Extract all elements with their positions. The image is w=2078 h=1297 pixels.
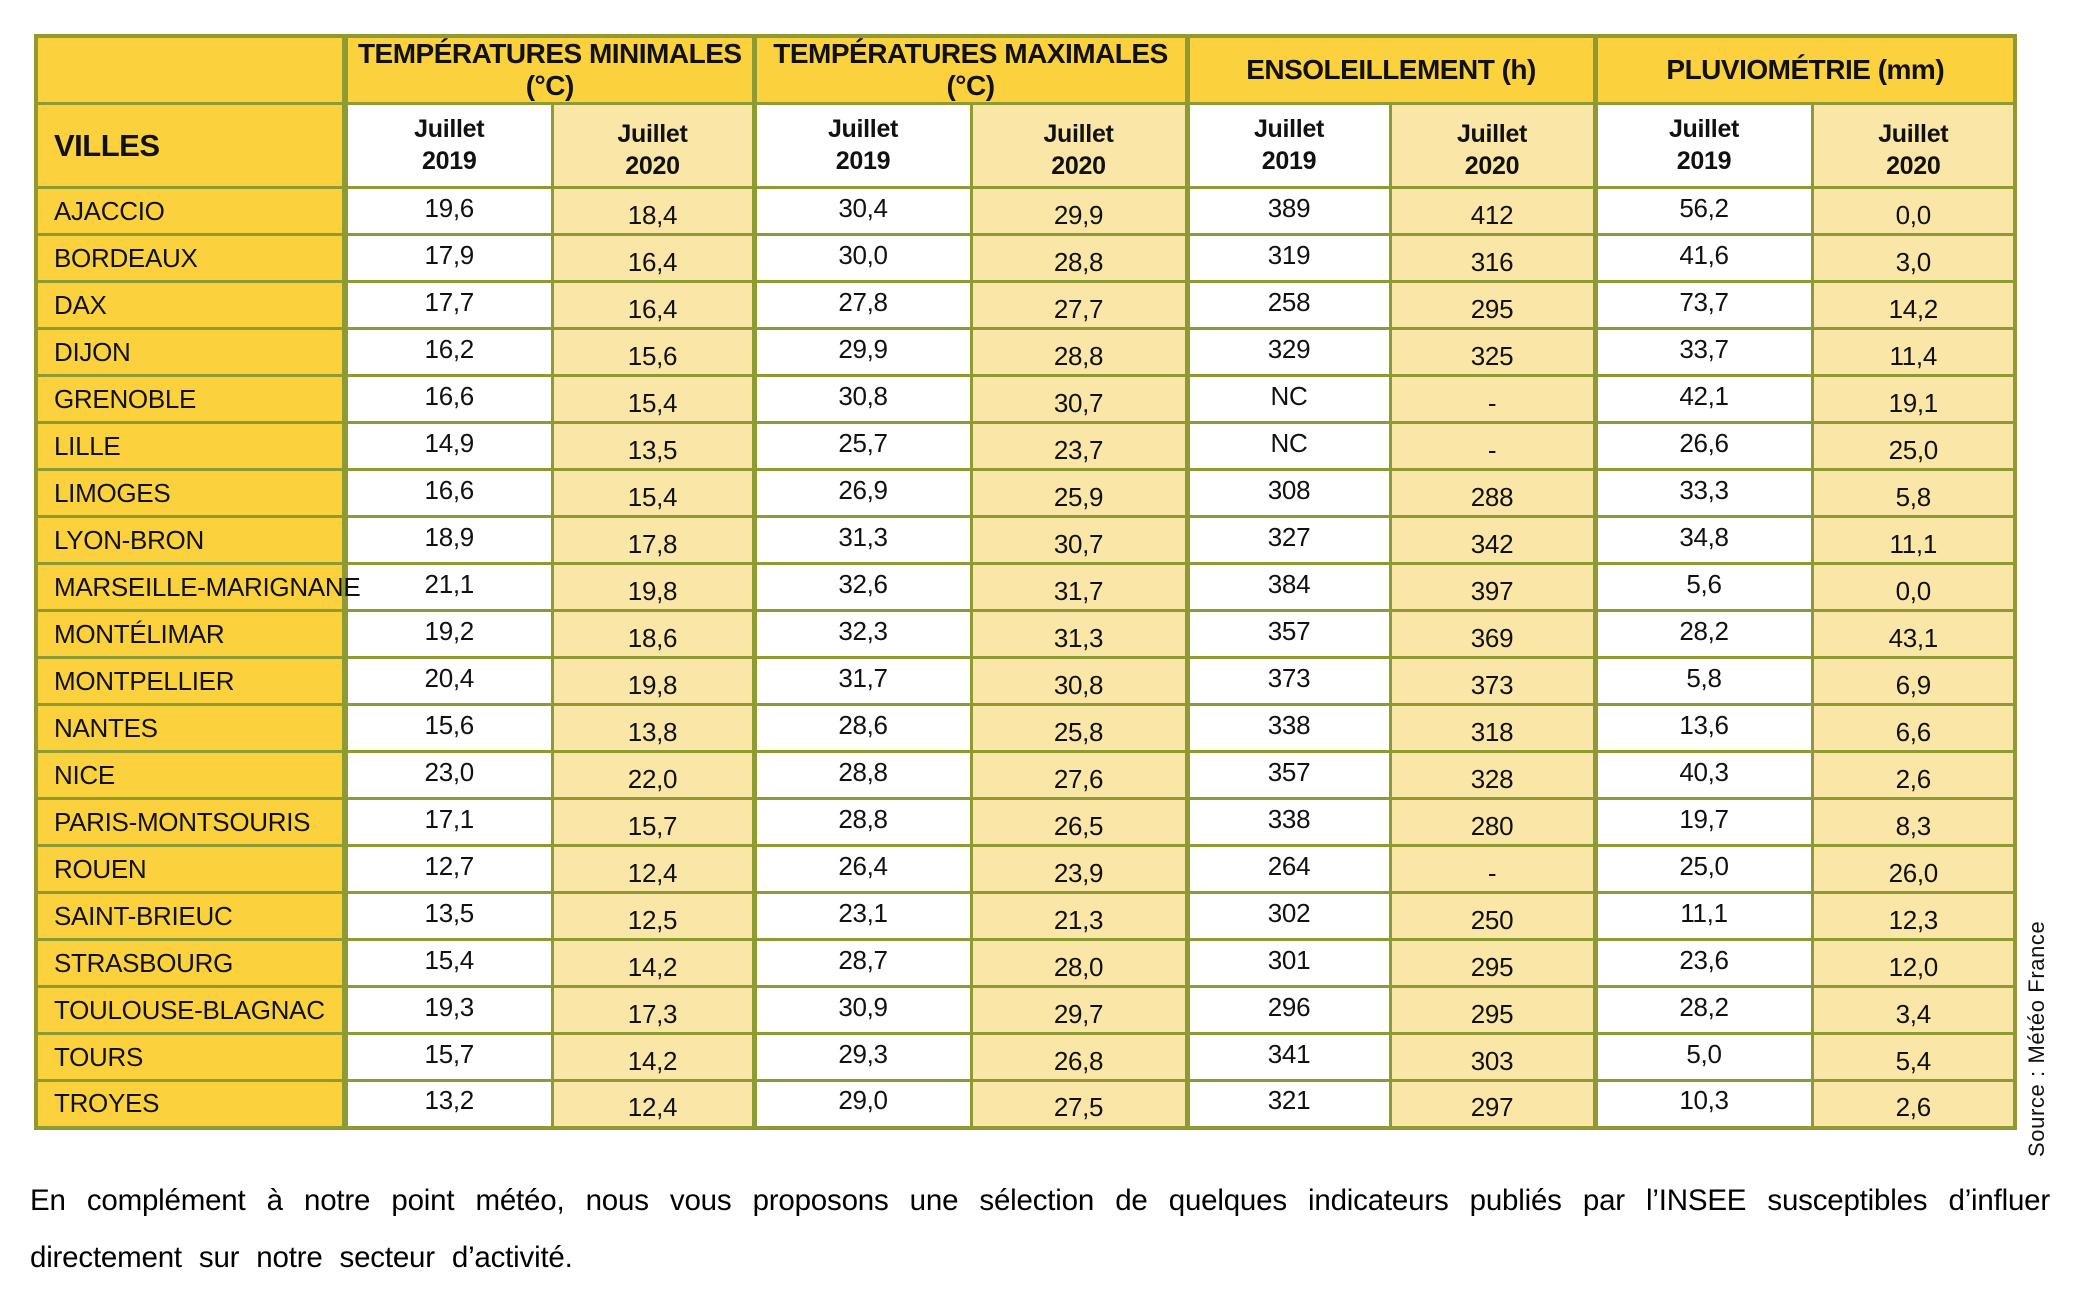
table-row: [36, 329, 2015, 376]
temp-max-2020-cell: 30,7: [971, 517, 1187, 564]
rainfall-2019-cell: 5,8: [1595, 658, 1812, 705]
temp-min-2019-cell: 15,4: [345, 940, 552, 987]
temp-max-2020-cell: 28,8: [971, 329, 1187, 376]
month-label: Juillet: [1253, 115, 1325, 144]
sunshine-2020-cell: 342: [1390, 517, 1595, 564]
city-cell: PARIS-MONTSOURIS: [36, 799, 345, 846]
temp-max-2019-cell: 30,8: [754, 376, 971, 423]
temp-min-2019-cell: 23,0: [345, 752, 552, 799]
table-row: [36, 846, 2015, 893]
sunshine-2020-cell: 250: [1390, 893, 1595, 940]
sunshine-2020-cell: 297: [1390, 1081, 1595, 1128]
section-header-sunshine: ENSOLEILLEMENT (h): [1187, 36, 1595, 104]
rainfall-2020-cell: 3,0: [1812, 235, 2015, 282]
temp-max-2019-cell: 25,7: [754, 423, 971, 470]
temp-min-2019-cell: 15,7: [345, 1034, 552, 1081]
temp-max-2020-cell: 27,6: [971, 752, 1187, 799]
temp-max-2019-cell: 28,8: [754, 799, 971, 846]
rainfall-2019-cell: 28,2: [1595, 987, 1812, 1034]
city-cell: DAX: [36, 282, 345, 329]
sunshine-2020-cell: 295: [1390, 940, 1595, 987]
rainfall-2020-cell: 0,0: [1812, 188, 2015, 235]
temp-min-2020-cell: 14,2: [552, 940, 754, 987]
month-label: Juillet: [1456, 120, 1528, 149]
temp-max-2019-cell: 32,3: [754, 611, 971, 658]
rainfall-2020-cell: 3,4: [1812, 987, 2015, 1034]
temp-min-2020-cell: 19,8: [552, 658, 754, 705]
section-header-temp-min: TEMPÉRATURES MINIMALES (°C): [345, 36, 754, 104]
city-cell: NICE: [36, 752, 345, 799]
temp-min-2020-cell: 19,8: [552, 564, 754, 611]
sunshine-2020-cell: 369: [1390, 611, 1595, 658]
temp-min-2019-cell: 19,3: [345, 987, 552, 1034]
temp-min-2020-cell: 12,4: [552, 846, 754, 893]
year-label: 2019: [1261, 146, 1317, 175]
rainfall-2020-cell: 12,3: [1812, 893, 2015, 940]
rainfall-2020-cell: 2,6: [1812, 1081, 2015, 1128]
subheader-sunshine-2019: [1187, 104, 1390, 188]
sunshine-2020-cell: 288: [1390, 470, 1595, 517]
year-label: 2020: [1464, 151, 1520, 180]
villes-header-cell: VILLES: [36, 104, 345, 188]
subheader-row: [36, 104, 2015, 188]
sunshine-2019-cell: 373: [1187, 658, 1390, 705]
rainfall-2019-cell: 40,3: [1595, 752, 1812, 799]
city-cell: MARSEILLE-MARIGNANE: [36, 564, 345, 611]
temp-min-2020-cell: 12,4: [552, 1081, 754, 1128]
year-label: 2020: [625, 151, 680, 180]
city-cell: LIMOGES: [36, 470, 345, 517]
year-label: 2020: [1886, 151, 1941, 180]
table-row: [36, 282, 2015, 329]
sunshine-2019-cell: 308: [1187, 470, 1390, 517]
sunshine-2020-cell: 412: [1390, 188, 1595, 235]
temp-min-2019-cell: 12,7: [345, 846, 552, 893]
month-label: Juillet: [1878, 120, 1949, 149]
table-row: [36, 188, 2015, 235]
city-cell: LILLE: [36, 423, 345, 470]
temp-max-2019-cell: 26,4: [754, 846, 971, 893]
temp-max-2020-cell: 28,0: [971, 940, 1187, 987]
month-label: Juillet: [617, 120, 688, 149]
temp-max-2019-cell: 30,4: [754, 188, 971, 235]
temp-min-2020-cell: 12,5: [552, 893, 754, 940]
temp-max-2020-cell: 26,5: [971, 799, 1187, 846]
rainfall-2020-cell: 8,3: [1812, 799, 2015, 846]
rainfall-2019-cell: 26,6: [1595, 423, 1812, 470]
table-row: [36, 752, 2015, 799]
rainfall-2020-cell: 0,0: [1812, 564, 2015, 611]
rainfall-2019-cell: 10,3: [1595, 1081, 1812, 1128]
temp-max-2019-cell: 31,3: [754, 517, 971, 564]
sunshine-2019-cell: 357: [1187, 752, 1390, 799]
city-cell: LYON-BRON: [36, 517, 345, 564]
rainfall-2020-cell: 11,1: [1812, 517, 2015, 564]
temp-min-2019-cell: 13,2: [345, 1081, 552, 1128]
caption-line-1: En complément à notre point météo, nous vous proposons une sélection de quelques indicateurs publiés par l’INSEE susceptibles d’influer: [30, 1184, 2050, 1217]
rainfall-2019-cell: 23,6: [1595, 940, 1812, 987]
temp-min-2019-cell: 16,2: [345, 329, 552, 376]
sunshine-2019-cell: 319: [1187, 235, 1390, 282]
temp-min-2020-cell: 16,4: [552, 235, 754, 282]
temp-min-2020-cell: 14,2: [552, 1034, 754, 1081]
sunshine-2019-cell: 329: [1187, 329, 1390, 376]
subheader-rainfall-2019: [1595, 104, 1812, 188]
table-body: [36, 188, 2015, 1128]
weather-table: [34, 34, 2017, 1130]
sunshine-2020-cell: 295: [1390, 282, 1595, 329]
temp-max-2019-cell: 29,0: [754, 1081, 971, 1128]
city-cell: DIJON: [36, 329, 345, 376]
city-cell: GRENOBLE: [36, 376, 345, 423]
rainfall-2020-cell: 2,6: [1812, 752, 2015, 799]
table-row: [36, 987, 2015, 1034]
table-row: [36, 517, 2015, 564]
month-label: Juillet: [1668, 115, 1740, 144]
temp-min-2020-cell: 15,6: [552, 329, 754, 376]
sunshine-2019-cell: NC: [1187, 423, 1390, 470]
city-cell: BORDEAUX: [36, 235, 345, 282]
temp-min-2020-cell: 18,4: [552, 188, 754, 235]
temp-min-2020-cell: 15,4: [552, 376, 754, 423]
temp-max-2020-cell: 30,7: [971, 376, 1187, 423]
rainfall-2020-cell: 19,1: [1812, 376, 2015, 423]
city-cell: TOULOUSE-BLAGNAC: [36, 987, 345, 1034]
table-row: [36, 235, 2015, 282]
sunshine-2019-cell: NC: [1187, 376, 1390, 423]
temp-max-2019-cell: 29,9: [754, 329, 971, 376]
month-label: Juillet: [414, 115, 485, 144]
sunshine-2020-cell: 328: [1390, 752, 1595, 799]
city-cell: TROYES: [36, 1081, 345, 1128]
year-label: 2019: [422, 146, 477, 175]
temp-max-2020-cell: 21,3: [971, 893, 1187, 940]
temp-max-2020-cell: 29,7: [971, 987, 1187, 1034]
temp-max-2020-cell: 27,7: [971, 282, 1187, 329]
temp-min-2020-cell: 16,4: [552, 282, 754, 329]
table-row: [36, 1081, 2015, 1128]
temp-max-2020-cell: 23,7: [971, 423, 1187, 470]
sunshine-2019-cell: 327: [1187, 517, 1390, 564]
table-row: [36, 940, 2015, 987]
sunshine-2020-cell: -: [1390, 846, 1595, 893]
temp-max-2019-cell: 28,8: [754, 752, 971, 799]
city-cell: ROUEN: [36, 846, 345, 893]
rainfall-2019-cell: 13,6: [1595, 705, 1812, 752]
rainfall-2019-cell: 5,0: [1595, 1034, 1812, 1081]
rainfall-2020-cell: 12,0: [1812, 940, 2015, 987]
rainfall-2020-cell: 5,8: [1812, 470, 2015, 517]
rainfall-2019-cell: 34,8: [1595, 517, 1812, 564]
sunshine-2020-cell: 295: [1390, 987, 1595, 1034]
rainfall-2019-cell: 33,3: [1595, 470, 1812, 517]
rainfall-2020-cell: 11,4: [1812, 329, 2015, 376]
subheader-temp-min-2020: [552, 104, 754, 188]
rainfall-2020-cell: 26,0: [1812, 846, 2015, 893]
year-label: 2020: [1051, 151, 1106, 180]
rainfall-2020-cell: 14,2: [1812, 282, 2015, 329]
temp-max-2020-cell: 31,3: [971, 611, 1187, 658]
sunshine-2019-cell: 338: [1187, 705, 1390, 752]
temp-min-2020-cell: 17,8: [552, 517, 754, 564]
temp-max-2020-cell: 25,9: [971, 470, 1187, 517]
rainfall-2019-cell: 56,2: [1595, 188, 1812, 235]
sunshine-2019-cell: 338: [1187, 799, 1390, 846]
sunshine-2019-cell: 301: [1187, 940, 1390, 987]
temp-max-2020-cell: 31,7: [971, 564, 1187, 611]
subheader-temp-max-2020: [971, 104, 1187, 188]
sunshine-2019-cell: 389: [1187, 188, 1390, 235]
rainfall-2020-cell: 6,6: [1812, 705, 2015, 752]
temp-max-2020-cell: 26,8: [971, 1034, 1187, 1081]
temp-min-2020-cell: 13,8: [552, 705, 754, 752]
subheader-sunshine-2020: [1390, 104, 1595, 188]
city-cell: NANTES: [36, 705, 345, 752]
temp-max-2020-cell: 30,8: [971, 658, 1187, 705]
rainfall-2019-cell: 33,7: [1595, 329, 1812, 376]
city-cell: SAINT-BRIEUC: [36, 893, 345, 940]
sunshine-2019-cell: 341: [1187, 1034, 1390, 1081]
caption-paragraph: [30, 1172, 2050, 1286]
temp-max-2020-cell: 25,8: [971, 705, 1187, 752]
temp-min-2019-cell: 17,9: [345, 235, 552, 282]
sunshine-2019-cell: 321: [1187, 1081, 1390, 1128]
table-row: [36, 376, 2015, 423]
table-row: [36, 564, 2015, 611]
temp-min-2019-cell: 17,7: [345, 282, 552, 329]
table-row: [36, 470, 2015, 517]
sunshine-2019-cell: 357: [1187, 611, 1390, 658]
section-header-temp-max: TEMPÉRATURES MAXIMALES (°C): [754, 36, 1187, 104]
temp-min-2019-cell: 15,6: [345, 705, 552, 752]
temp-max-2020-cell: 28,8: [971, 235, 1187, 282]
rainfall-2019-cell: 28,2: [1595, 611, 1812, 658]
rainfall-2020-cell: 5,4: [1812, 1034, 2015, 1081]
month-label: Juillet: [827, 115, 899, 144]
sunshine-2020-cell: -: [1390, 376, 1595, 423]
temp-min-2019-cell: 19,2: [345, 611, 552, 658]
rainfall-2020-cell: 25,0: [1812, 423, 2015, 470]
rainfall-2019-cell: 11,1: [1595, 893, 1812, 940]
subheader-temp-min-2019: [345, 104, 552, 188]
sunshine-2020-cell: 397: [1390, 564, 1595, 611]
temp-max-2019-cell: 29,3: [754, 1034, 971, 1081]
temp-max-2019-cell: 28,7: [754, 940, 971, 987]
temp-min-2019-cell: 19,6: [345, 188, 552, 235]
sunshine-2020-cell: 280: [1390, 799, 1595, 846]
city-cell: TOURS: [36, 1034, 345, 1081]
sunshine-2019-cell: 302: [1187, 893, 1390, 940]
table-row: [36, 1034, 2015, 1081]
temp-min-2020-cell: 13,5: [552, 423, 754, 470]
temp-min-2019-cell: 13,5: [345, 893, 552, 940]
temp-min-2020-cell: 15,4: [552, 470, 754, 517]
city-cell: MONTPELLIER: [36, 658, 345, 705]
month-label: Juillet: [1043, 120, 1114, 149]
rainfall-2019-cell: 41,6: [1595, 235, 1812, 282]
section-header-rainfall: PLUVIOMÉTRIE (mm): [1595, 36, 2015, 104]
temp-max-2019-cell: 30,9: [754, 987, 971, 1034]
temp-min-2019-cell: 18,9: [345, 517, 552, 564]
rainfall-2020-cell: 6,9: [1812, 658, 2015, 705]
sunshine-2020-cell: 325: [1390, 329, 1595, 376]
year-label: 2019: [1676, 146, 1732, 175]
temp-min-2019-cell: 21,1: [345, 564, 552, 611]
sunshine-2020-cell: -: [1390, 423, 1595, 470]
rainfall-2019-cell: 73,7: [1595, 282, 1812, 329]
sunshine-2020-cell: 303: [1390, 1034, 1595, 1081]
rainfall-2019-cell: 42,1: [1595, 376, 1812, 423]
temp-min-2019-cell: 20,4: [345, 658, 552, 705]
temp-min-2019-cell: 16,6: [345, 470, 552, 517]
table-row: [36, 423, 2015, 470]
temp-max-2019-cell: 26,9: [754, 470, 971, 517]
table-row: [36, 658, 2015, 705]
section-header-row: [36, 36, 2015, 104]
table-row: [36, 705, 2015, 752]
sunshine-2019-cell: 296: [1187, 987, 1390, 1034]
temp-min-2019-cell: 17,1: [345, 799, 552, 846]
temp-min-2020-cell: 18,6: [552, 611, 754, 658]
rainfall-2019-cell: 5,6: [1595, 564, 1812, 611]
city-cell: AJACCIO: [36, 188, 345, 235]
year-label: 2019: [835, 146, 891, 175]
corner-cell: [36, 36, 345, 104]
sunshine-2019-cell: 264: [1187, 846, 1390, 893]
sunshine-2020-cell: 318: [1390, 705, 1595, 752]
temp-max-2020-cell: 27,5: [971, 1081, 1187, 1128]
sunshine-2019-cell: 384: [1187, 564, 1390, 611]
city-cell: MONTÉLIMAR: [36, 611, 345, 658]
temp-min-2019-cell: 14,9: [345, 423, 552, 470]
temp-max-2019-cell: 32,6: [754, 564, 971, 611]
temp-min-2020-cell: 17,3: [552, 987, 754, 1034]
temp-max-2019-cell: 27,8: [754, 282, 971, 329]
source-note: Source : Météo France: [2024, 920, 2049, 1157]
subheader-temp-max-2019: [754, 104, 971, 188]
table-row: [36, 611, 2015, 658]
temp-max-2019-cell: 31,7: [754, 658, 971, 705]
rainfall-2019-cell: 25,0: [1595, 846, 1812, 893]
rainfall-2019-cell: 19,7: [1595, 799, 1812, 846]
temp-max-2019-cell: 28,6: [754, 705, 971, 752]
caption-line-2: directement sur notre secteur d’activité.: [30, 1241, 573, 1274]
sunshine-2020-cell: 373: [1390, 658, 1595, 705]
table-row: [36, 893, 2015, 940]
temp-max-2019-cell: 23,1: [754, 893, 971, 940]
city-cell: STRASBOURG: [36, 940, 345, 987]
sunshine-2019-cell: 258: [1187, 282, 1390, 329]
temp-max-2020-cell: 23,9: [971, 846, 1187, 893]
weather-table-container: [34, 34, 2017, 1130]
temp-min-2020-cell: 22,0: [552, 752, 754, 799]
rainfall-2020-cell: 43,1: [1812, 611, 2015, 658]
temp-max-2019-cell: 30,0: [754, 235, 971, 282]
temp-max-2020-cell: 29,9: [971, 188, 1187, 235]
subheader-rainfall-2020: [1812, 104, 2015, 188]
sunshine-2020-cell: 316: [1390, 235, 1595, 282]
temp-min-2020-cell: 15,7: [552, 799, 754, 846]
table-row: [36, 799, 2015, 846]
temp-min-2019-cell: 16,6: [345, 376, 552, 423]
